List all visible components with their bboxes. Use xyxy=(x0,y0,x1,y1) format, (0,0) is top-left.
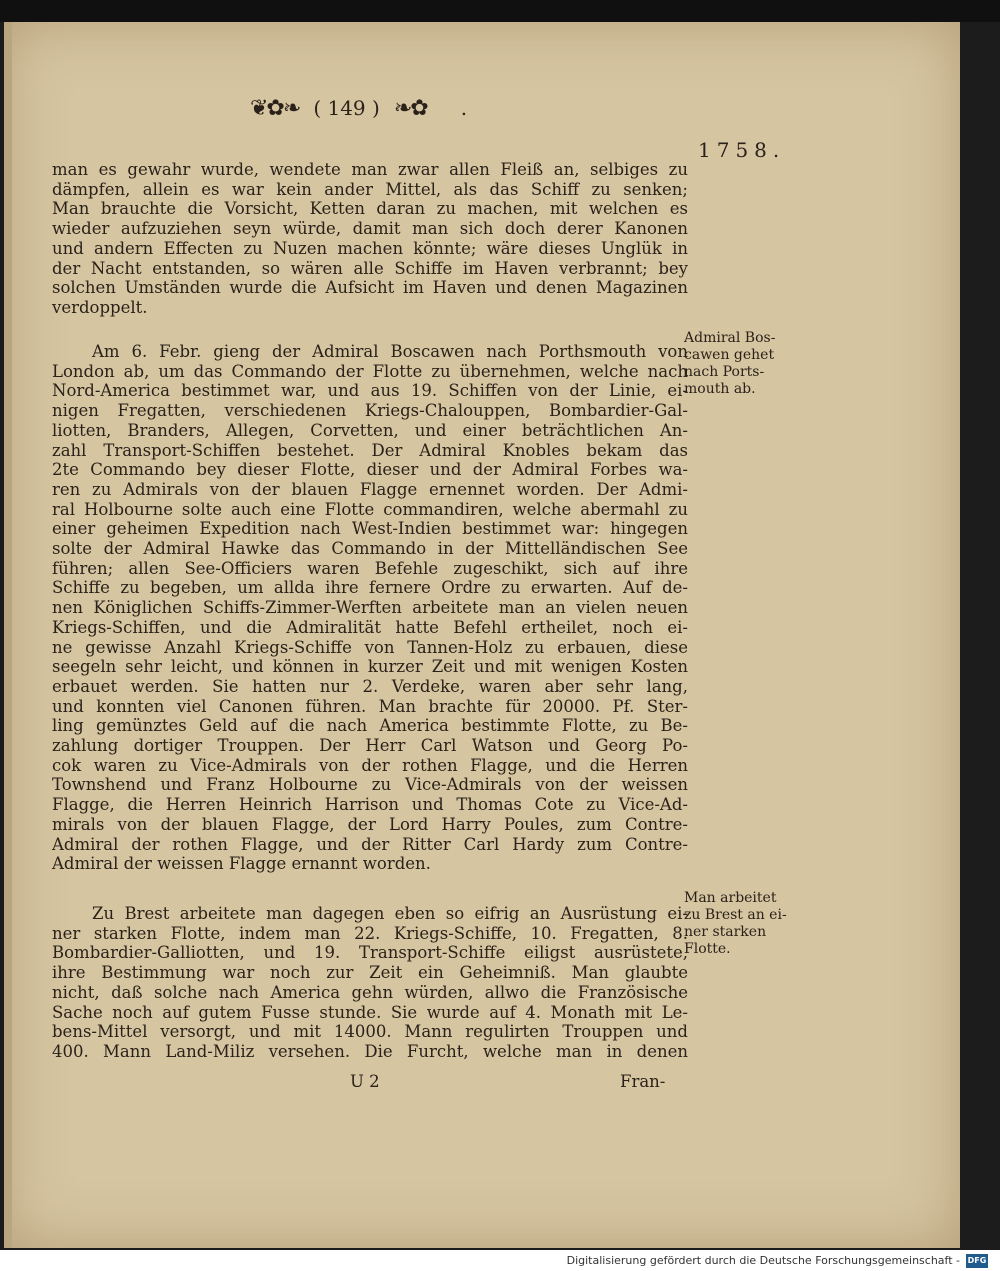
margin-year: 1758. xyxy=(698,138,786,162)
text-line: nen Königlichen Schiffs-Zimmer-Werften arbeitete man an vielen neuen xyxy=(52,598,688,618)
marginal-line: ner starken xyxy=(684,924,767,940)
scan-top-border xyxy=(0,0,1000,22)
text-line: zahlung dortiger Trouppen. Der Herr Carl Watson und Georg Po- xyxy=(52,736,688,756)
text-line: dämpfen, allein es war kein ander Mittel, als das Schiff zu senken; xyxy=(52,179,688,199)
text-line: solchen Umständen wurde die Aufsicht im Haven und denen Magazinen xyxy=(52,278,688,298)
text-line: Kriegs-Schiffen, und die Admiralität hatte Befehl ertheilet, noch ei- xyxy=(52,617,688,637)
text-line: Am 6. Febr. gieng der Admiral Boscawen nach Porthsmouth von xyxy=(92,342,688,361)
text-line: Schiffe zu begeben, um allda ihre fernere Ordre zu erwarten. Auf de- xyxy=(52,578,688,598)
credit-text: Digitalisierung gefördert durch die Deutsche Forschungsgemeinschaft - xyxy=(566,1254,960,1267)
header-dot: . xyxy=(460,96,468,120)
marginal-note-boscawen xyxy=(684,330,800,398)
credit-bar xyxy=(0,1250,1000,1271)
text-line: ihre Bestimmung war noch zur Zeit ein Geheimniß. Man glaubte xyxy=(52,963,688,983)
marginal-line: Flotte. xyxy=(684,941,731,957)
text-line: London ab, um das Commando der Flotte zu übernehmen, welche nach xyxy=(52,361,688,381)
text-line: Townshend und Franz Holbourne zu Vice-Admirals von der weissen xyxy=(52,775,688,795)
paragraph-3 xyxy=(52,904,688,1062)
text-line: ne gewisse Anzahl Kriegs-Schiffe von Tannen-Holz zu erbauen, diese xyxy=(52,637,688,657)
text-line: mirals von der blauen Flagge, der Lord Harry Poules, zum Contre- xyxy=(52,814,688,834)
text-line: Admiral der rothen Flagge, und der Ritter Carl Hardy zum Contre- xyxy=(52,834,688,854)
text-line: ren zu Admirals von der blauen Flagge ernennet worden. Der Admi- xyxy=(52,479,688,499)
paragraph-2 xyxy=(52,342,688,874)
text-line: und konnten viel Canonen führen. Man brachte für 20000. Pf. Ster- xyxy=(52,696,688,716)
text-line: Nord-America bestimmet war, und aus 19. Schiffen von der Linie, ei- xyxy=(52,381,688,401)
text-line: liotten, Branders, Allegen, Corvetten, und einer beträchtlichen An- xyxy=(52,420,688,440)
ornament-left-icon: ❦✿❧ xyxy=(250,95,300,121)
marginal-note-brest xyxy=(684,890,800,958)
text-line: ral Holbourne solte auch eine Flotte commandiren, welche abermahl zu xyxy=(52,499,688,519)
text-line: solte der Admiral Hawke das Commando in der Mittelländischen See xyxy=(52,539,688,559)
text-line: erbauet werden. Sie hatten nur 2. Verdeke, waren aber sehr lang, xyxy=(52,676,688,696)
text-line: bens-Mittel versorgt, und mit 14000. Mann regulirten Trouppen und xyxy=(52,1022,688,1042)
page-gutter xyxy=(4,22,12,1248)
text-line: wieder aufzuziehen seyn würde, damit man sich doch derer Kanonen xyxy=(52,219,688,239)
text-line: Man brauchte die Vorsicht, Ketten daran zu machen, mit welchen es xyxy=(52,199,688,219)
text-line: nicht, daß solche nach America gehn würden, allwo die Französische xyxy=(52,982,688,1002)
text-line: seegeln sehr leicht, und können in kurzer Zeit und mit wenigen Kosten xyxy=(52,657,688,677)
text-line: Flagge, die Herren Heinrich Harrison und Thomas Cote zu Vice-Ad- xyxy=(52,795,688,815)
marginal-line: cawen gehet xyxy=(684,347,775,363)
page-number: ( 149 ) xyxy=(313,96,380,120)
text-line: 400. Mann Land-Miliz versehen. Die Furcht, welche man in denen xyxy=(52,1041,688,1061)
marginal-line: Admiral Bos- xyxy=(684,330,776,346)
text-line: und andern Effecten zu Nuzen machen könnte; wäre dieses Unglük in xyxy=(52,238,688,258)
text-line: cok waren zu Vice-Admirals von der rothen Flagge, und die Herren xyxy=(52,755,688,775)
marginal-line: zu Brest an ei- xyxy=(684,907,787,923)
paragraph-1 xyxy=(52,160,688,318)
text-line: Sache noch auf gutem Fusse stunde. Sie wurde auf 4. Monath mit Le- xyxy=(52,1002,688,1022)
marginal-line: mouth ab. xyxy=(684,381,756,397)
text-line: führen; allen See-Officiers waren Befehle zugeschikt, sich auf ihre xyxy=(52,558,688,578)
marginal-line: nach Ports- xyxy=(684,364,765,380)
text-line: Admiral der weissen Flagge ernannt worden. xyxy=(52,854,431,874)
text-line: Zu Brest arbeitete man dagegen eben so eifrig an Ausrüstung ei- xyxy=(92,904,688,923)
text-line: einer geheimen Expedition nach West-Indien bestimmet war: hingegen xyxy=(52,519,688,539)
page-header xyxy=(250,93,550,123)
text-line: nigen Fregatten, verschiedenen Kriegs-Chalouppen, Bombardier-Gal- xyxy=(52,401,688,421)
catchword: Fran- xyxy=(620,1072,666,1091)
text-line: ner starken Flotte, indem man 22. Kriegs-Schiffe, 10. Fregatten, 8. xyxy=(52,923,688,943)
text-line: 2te Commando bey dieser Flotte, dieser und der Admiral Forbes wa- xyxy=(52,460,688,480)
ornament-right-icon: ❧✿ xyxy=(393,95,427,121)
text-line: ling gemünztes Geld auf die nach America bestimmte Flotte, zu Be- xyxy=(52,716,688,736)
marginal-line: Man arbeitet xyxy=(684,890,777,906)
text-line: zahl Transport-Schiffen bestehet. Der Admiral Knobles bekam das xyxy=(52,440,688,460)
dfg-logo-icon: DFG xyxy=(966,1254,988,1268)
text-line: man es gewahr wurde, wendete man zwar allen Fleiß an, selbiges zu xyxy=(52,160,688,179)
text-line: Bombardier-Galliotten, und 19. Transport-Schiffe eiligst ausrüstete, xyxy=(52,943,688,963)
text-line: verdoppelt. xyxy=(52,297,148,317)
signature-mark: U 2 xyxy=(350,1072,380,1091)
text-line: der Nacht entstanden, so wären alle Schiffe im Haven verbrannt; bey xyxy=(52,258,688,278)
